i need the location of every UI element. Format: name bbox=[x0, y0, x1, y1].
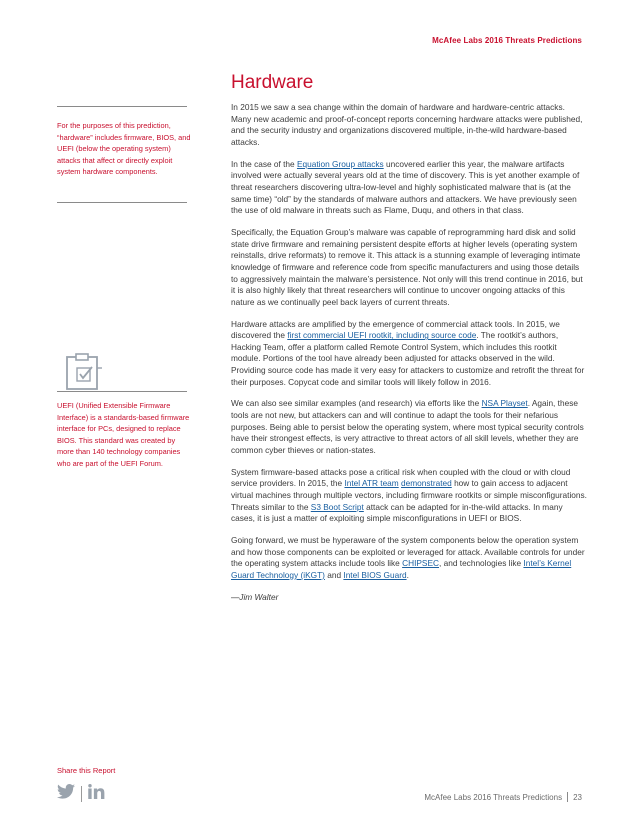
author-signature: —Jim Walter bbox=[231, 591, 279, 602]
share-label: Share this Report bbox=[57, 766, 116, 775]
chipsec-link[interactable]: CHIPSEC bbox=[402, 558, 439, 569]
share-icons bbox=[57, 784, 105, 804]
sidebar-rule-bottom bbox=[57, 202, 187, 203]
running-header: McAfee Labs 2016 Threats Predictions bbox=[432, 36, 582, 45]
linkedin-icon[interactable] bbox=[88, 784, 105, 804]
sidebar-note-uefi: UEFI (Unified Extensible Firmware Interface) is a standards-based firmware interface for PCs, designed to replace BIOS. This standard was created by more than 140 technology companies who are part of the UEFI Forum. bbox=[57, 401, 190, 468]
intel-bios-guard-link[interactable]: Intel BIOS Guard bbox=[343, 569, 407, 580]
s3-boot-script-link[interactable]: S3 Boot Script bbox=[310, 501, 364, 512]
paragraph-7: Going forward, we must be hyperaware of the system components below the operation system and how those components can be exploited or leveraged for attack. Available controls for under the operating system attacks include tools like CHIPSEC, and technologies like Intel’s Kernel Guard Technology (iKGT) and Intel BIOS Guard. bbox=[231, 535, 585, 580]
sidebar-note-hardware: For the purposes of this prediction, “hardware” includes firmware, BIOS, and UEFI (below the operating system) attacks that affect or directly exploit system hardware components. bbox=[57, 121, 191, 177]
nsa-playset-link[interactable]: NSA Playset bbox=[481, 398, 528, 409]
section-title: Hardware bbox=[231, 72, 314, 93]
intel-ikgt-link[interactable]: Intel’s Kernel Guard Technology (iKGT) bbox=[231, 558, 572, 580]
paragraph-5: We can also see similar examples (and research) via efforts like the NSA Playset. Again, these tools are not new, but attackers can and will continue to adapt the tools for their nefarious purposes. Being able to persist below the operating system, where most typical security controls have their strongest effects, is very attractive to threat actors of all skill levels, whether they are common cyber thieves or nation-states. bbox=[231, 398, 584, 456]
paragraph-6: System firmware-based attacks pose a critical risk when coupled with the cloud or with cloud service providers. In 2015, the Intel ATR team demonstrated how to gain access to adjacent virtual machines through multiple vectors, including firmware rootkits or simple misconfigurations. Threats similar to the S3 Boot Script attack can be adapted for in-the-wild attacks. In many cases, it is just a matter of exploiting simple misconfigurations in UEFI or BIOS. bbox=[231, 466, 587, 524]
demonstrated-link[interactable]: demonstrated bbox=[401, 478, 452, 489]
intel-atr-team-link[interactable]: Intel ATR team bbox=[344, 478, 399, 489]
paragraph-2: In the case of the Equation Group attacks uncovered earlier this year, the malware artifacts involved were actually several years old at the time of discovery. This is yet another example of threat researchers discovering ultra-low-level and highly sophisticated malware that is (at the same time) “old” by the standards of malware authors and attackers. We have previously seen the use of old malware in threats such as Flame, Duqu, and others in that class. bbox=[231, 158, 580, 216]
page-footer bbox=[424, 792, 582, 802]
paragraph-1: In 2015 we saw a sea change within the domain of hardware and hardware-centric attacks. Many new academic and proof-of-concept reports concerning hardware attacks were published, and the security industry and organizations discovered multiple, in-the-wild hardware-based attacks. bbox=[231, 102, 583, 147]
sidebar-rule-uefi bbox=[57, 391, 187, 392]
paragraph-4: Hardware attacks are amplified by the emergence of commercial attack tools. In 2015, we discovered the first commercial UEFI rootkit, including source code. The rootkit’s authors, Hacking Team, offer a platform called Remote Control System, which includes this rootkit module. Portions of the tool have already been adjusted for attacks observed in the wild. Providing source code has made it very easy for attackers to customize and retrofit the threat for their purposes. Copycat code and similar tools will likely follow in 2016. bbox=[231, 318, 585, 387]
sidebar-rule-top bbox=[57, 106, 187, 107]
share-divider bbox=[81, 786, 82, 802]
footer-separator bbox=[567, 792, 568, 802]
article-body bbox=[231, 102, 587, 613]
twitter-icon[interactable] bbox=[57, 784, 75, 804]
paragraph-3: Specifically, the Equation Group’s malware was capable of reprogramming hard disk and solid state drive firmware and remaining persistent despite efforts at higher levels (operating system reinstalls, drive reformats) to remove it. This attack is a stunning example of leveraging intimate knowledge of firmware and reference code from specific manufacturers and using those details to aggressively maintain the malware’s persistence. Not only will this trend continue in 2016, but it is also highly likely that threat researchers will continue to uncover ongoing attacks of this nature as we continually peel back layers of current threats. bbox=[231, 226, 583, 307]
footer-title: McAfee Labs 2016 Threats Predictions bbox=[424, 792, 563, 802]
page-number: 23 bbox=[573, 792, 582, 802]
clipboard-check-icon bbox=[64, 352, 102, 392]
uefi-rootkit-link[interactable]: first commercial UEFI rootkit, including source code bbox=[287, 330, 477, 341]
equation-group-attacks-link[interactable]: Equation Group attacks bbox=[296, 158, 384, 169]
